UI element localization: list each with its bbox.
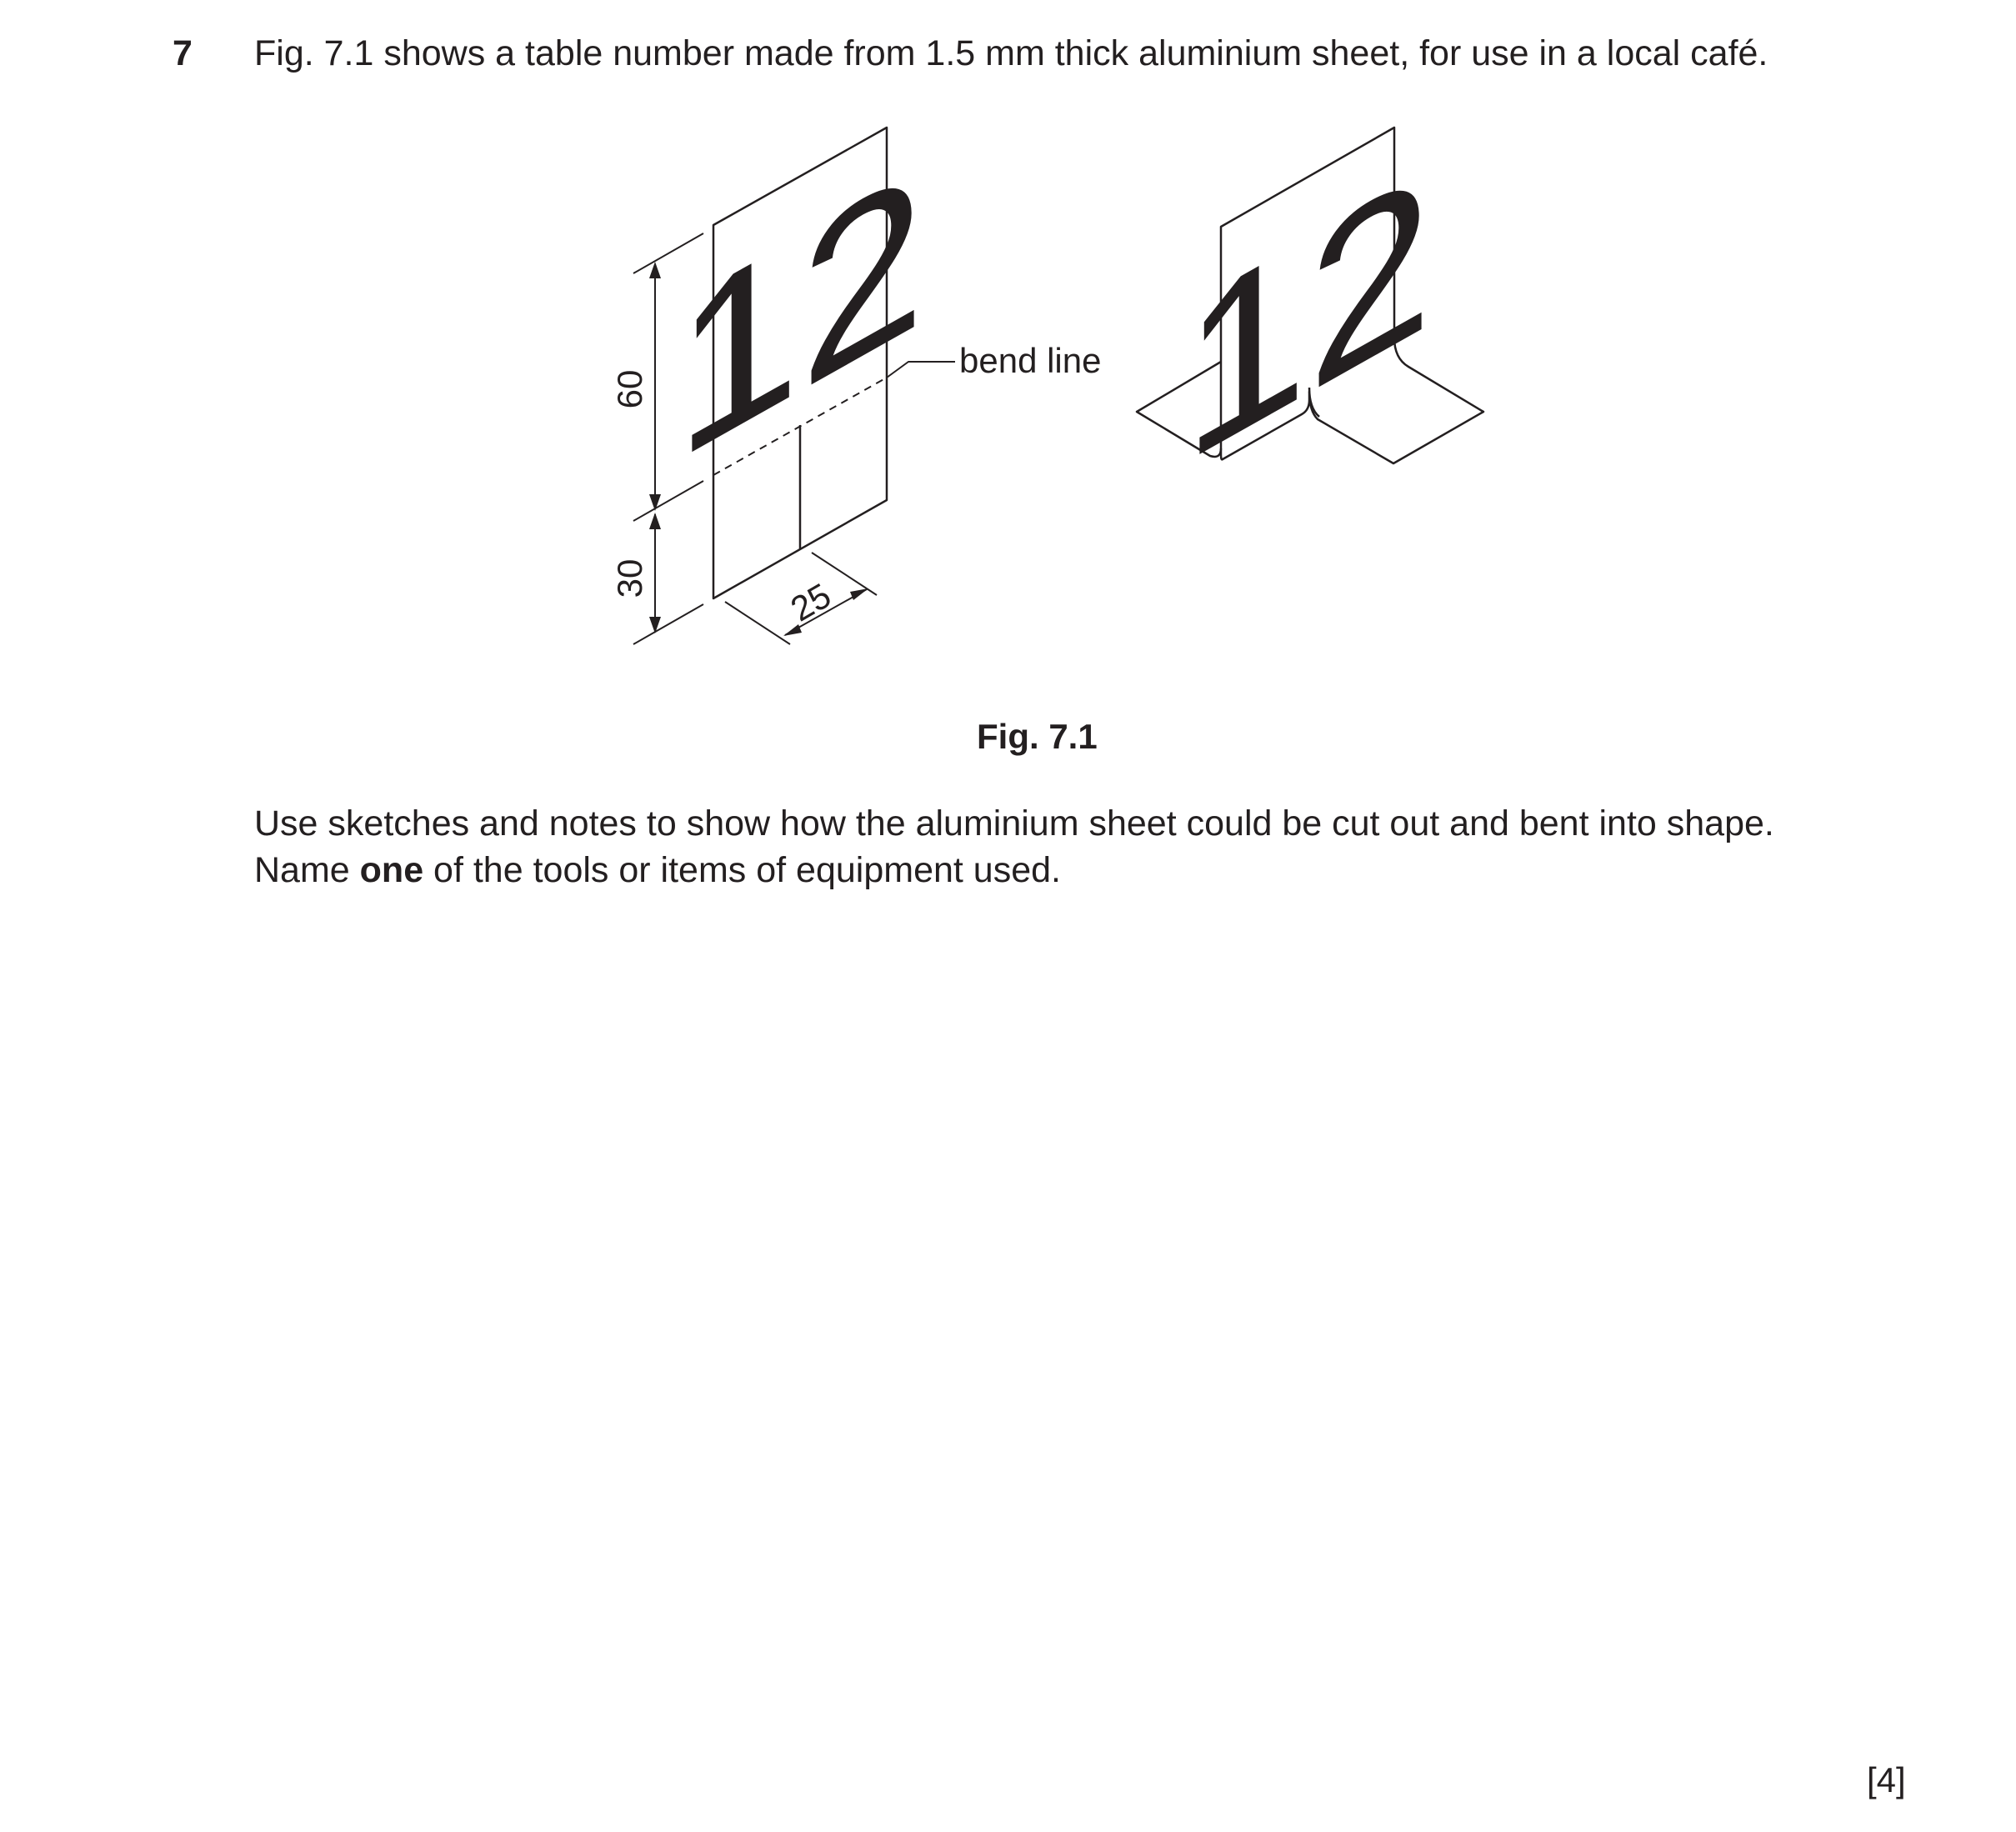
arrowhead-30-bottom <box>649 617 661 633</box>
dimension-label-30: 30 <box>610 558 649 598</box>
marks-allocation: [4] <box>1867 1760 1906 1799</box>
arrowhead-30-top <box>649 513 661 529</box>
task-text-before: Name <box>254 850 360 890</box>
bend-line-label: bend line <box>959 341 1102 380</box>
question-number: 7 <box>173 33 193 73</box>
task-emphasis-one: one <box>359 850 424 890</box>
question-intro: Fig. 7.1 shows a table number made from 1.5 mm thick aluminium sheet, for use in a local café. <box>254 33 1768 73</box>
question-task-line-1: Use sketches and notes to show how the aluminium sheet could be cut out and bent into shape. <box>254 803 1774 843</box>
figure-7-1 <box>0 0 2016 750</box>
arrowhead-25-left <box>783 624 802 636</box>
folded-sign-number: 12 <box>1182 118 1433 513</box>
extension-line-width-left <box>725 602 790 644</box>
dimension-label-25: 25 <box>783 575 838 629</box>
arrowhead-25-right <box>850 588 868 600</box>
dimension-label-60: 60 <box>610 369 649 409</box>
figure-caption: Fig. 7.1 <box>977 717 1098 756</box>
arrowhead-60-bottom <box>649 494 661 511</box>
question-task-line-2 <box>254 847 1061 893</box>
flat-sign-number: 12 <box>674 117 926 510</box>
task-text-after: of the tools or items of equipment used. <box>423 850 1061 890</box>
extension-line-bottom <box>633 604 703 644</box>
